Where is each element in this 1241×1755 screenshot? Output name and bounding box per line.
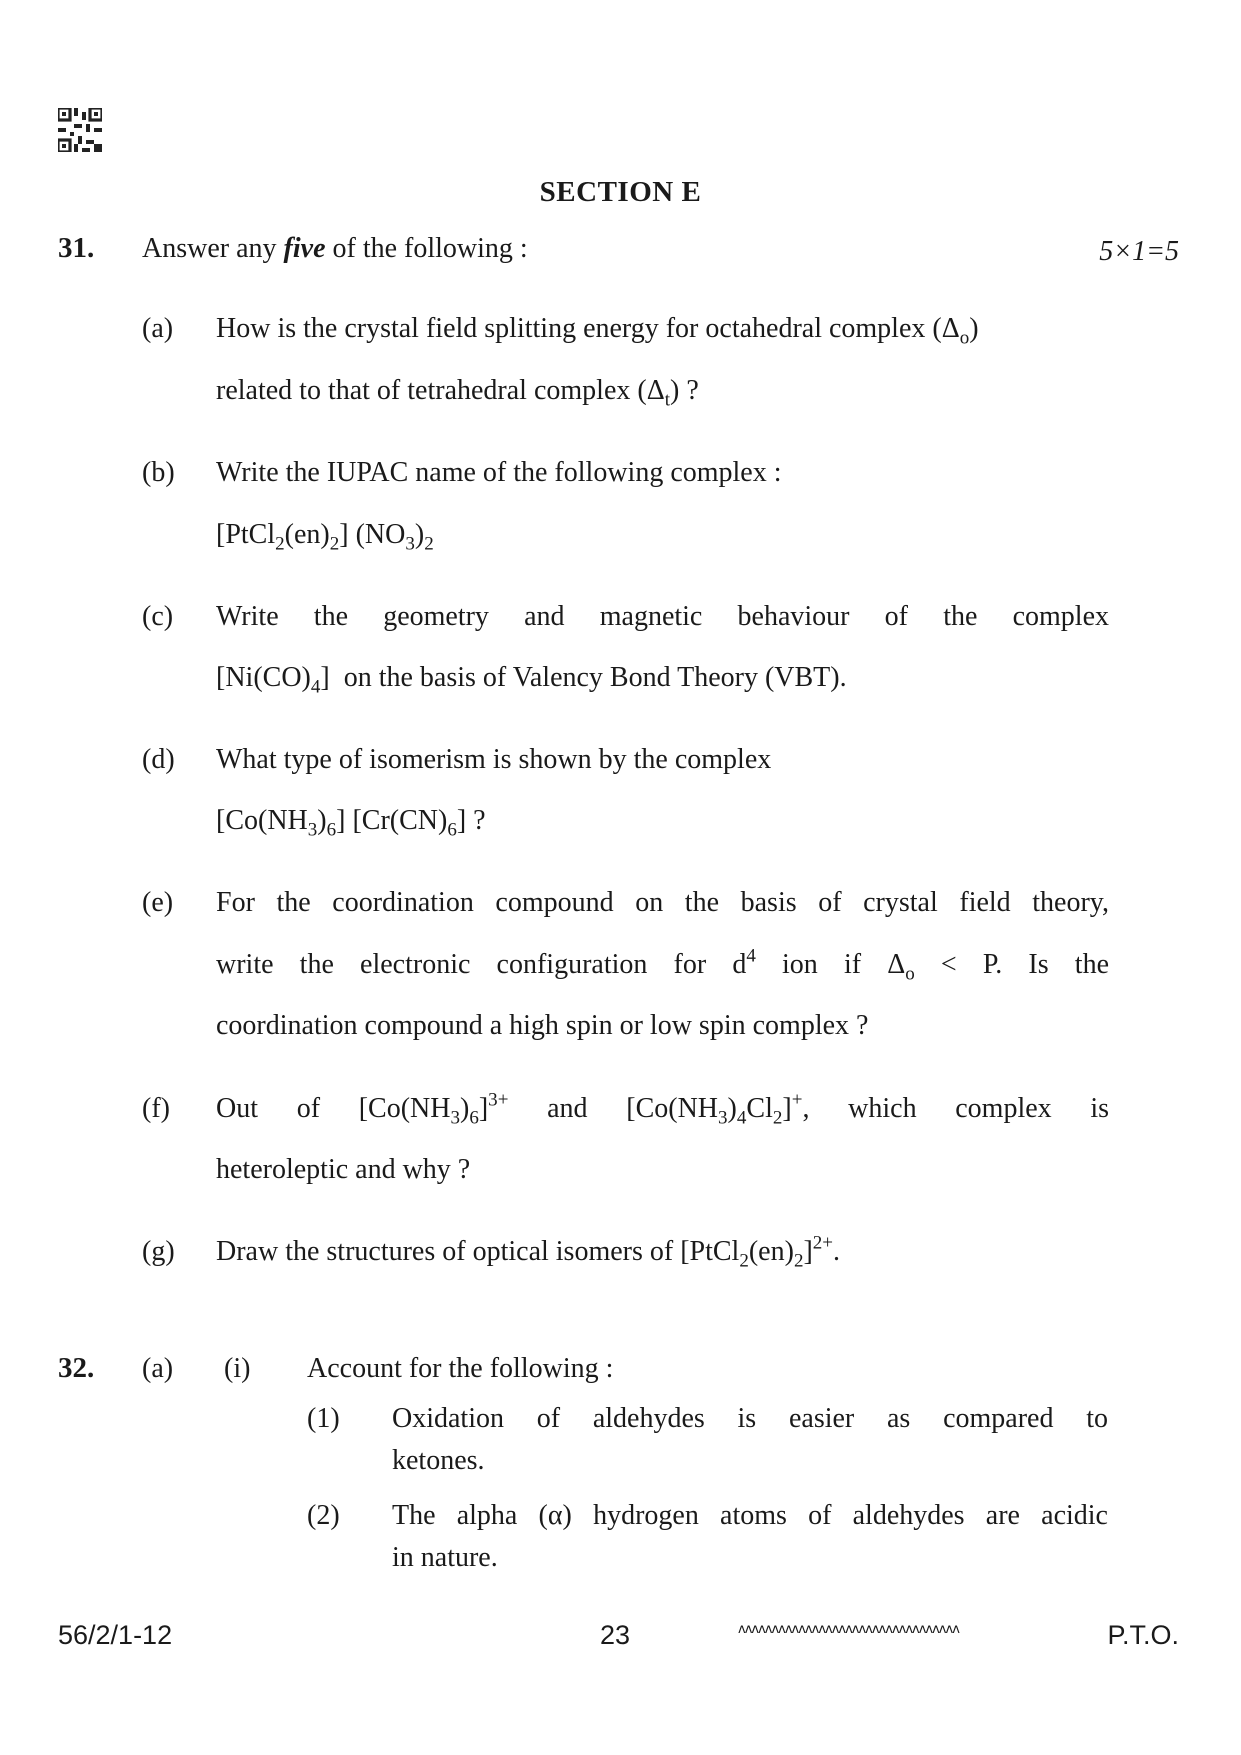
sub-part-label: (i) <box>224 1353 251 1384</box>
part-e-line2: write the electronic configuration for $d^4$ ion if $\Delta_o < P$. Is the <box>216 945 1110 985</box>
wavy-line: ʌʌʌʌʌʌʌʌʌʌʌʌʌʌʌʌʌʌʌʌʌʌʌʌʌʌʌʌʌʌʌʌʌ <box>738 1622 959 1637</box>
part-d-line1: What type of isomerism is shown by the complex <box>216 744 772 775</box>
complex-formula: $[Co(NH_3)_6]$ $[Cr(CN)_6]$ ? <box>216 805 486 841</box>
part-label: (e) <box>142 887 174 918</box>
part-label: (a) <box>142 1353 174 1384</box>
part-f-line1: Out of $[Co(NH_3)_6]^{3+}$ and $[Co(NH_3)_4Cl_2]^+$, which complex is <box>216 1089 1110 1129</box>
item-line: Oxidation of aldehydes is easier as compared to <box>392 1403 1108 1434</box>
item-line: The alpha (α) hydrogen atoms of aldehydes are acidic <box>392 1500 1108 1531</box>
part-c-line2: $[Ni(CO)_4]$ on the basis of Valency Bond Theory (VBT). <box>216 662 847 698</box>
part-a-line2: related to that of tetrahedral complex $(\Delta_t)$ ? <box>216 375 699 411</box>
part-label: (b) <box>142 457 175 488</box>
part-e-line3: coordination compound a high spin or low spin complex ? <box>216 1010 869 1041</box>
paper-code: 56/2/1-12 <box>58 1620 173 1650</box>
part-label: (d) <box>142 744 175 775</box>
page-number: 23 <box>600 1620 631 1650</box>
part-e-line1: For the coordination compound on the basis of crystal field theory, <box>216 887 1109 918</box>
complex-formula: $[PtCl_2(en)_2]$ $(NO_3)_2$ <box>216 519 434 555</box>
qr-code-icon <box>58 108 102 152</box>
section-title: SECTION E <box>539 176 702 208</box>
item-line: ketones. <box>392 1445 485 1476</box>
part-a-line1: How is the crystal field splitting energy for octahedral complex $(\Delta_o)$ <box>216 313 979 349</box>
part-label: (c) <box>142 601 174 632</box>
part-c-line1: Write the geometry and magnetic behaviour of the complex <box>216 601 1109 632</box>
part-label: (a) <box>142 313 174 344</box>
part-label: (g) <box>142 1236 175 1267</box>
marks-label: 5×1=5 <box>1099 236 1179 267</box>
part-g-line1: Draw the structures of optical isomers of $[PtCl_2(en)_2]^{2+}$. <box>216 1232 841 1272</box>
question-intro: Answer any five of the following : <box>142 233 528 264</box>
q32-intro: Account for the following : <box>307 1353 614 1384</box>
pto-label: P.T.O. <box>1107 1620 1179 1650</box>
part-b-line1: Write the IUPAC name of the following complex : <box>216 457 782 488</box>
question-number: 32. <box>58 1352 95 1384</box>
part-f-line2: heteroleptic and why ? <box>216 1154 471 1185</box>
item-line: in nature. <box>392 1542 498 1573</box>
item-label: (1) <box>307 1403 340 1434</box>
question-number: 31. <box>58 232 95 264</box>
item-label: (2) <box>307 1500 340 1531</box>
part-label: (f) <box>142 1093 170 1124</box>
